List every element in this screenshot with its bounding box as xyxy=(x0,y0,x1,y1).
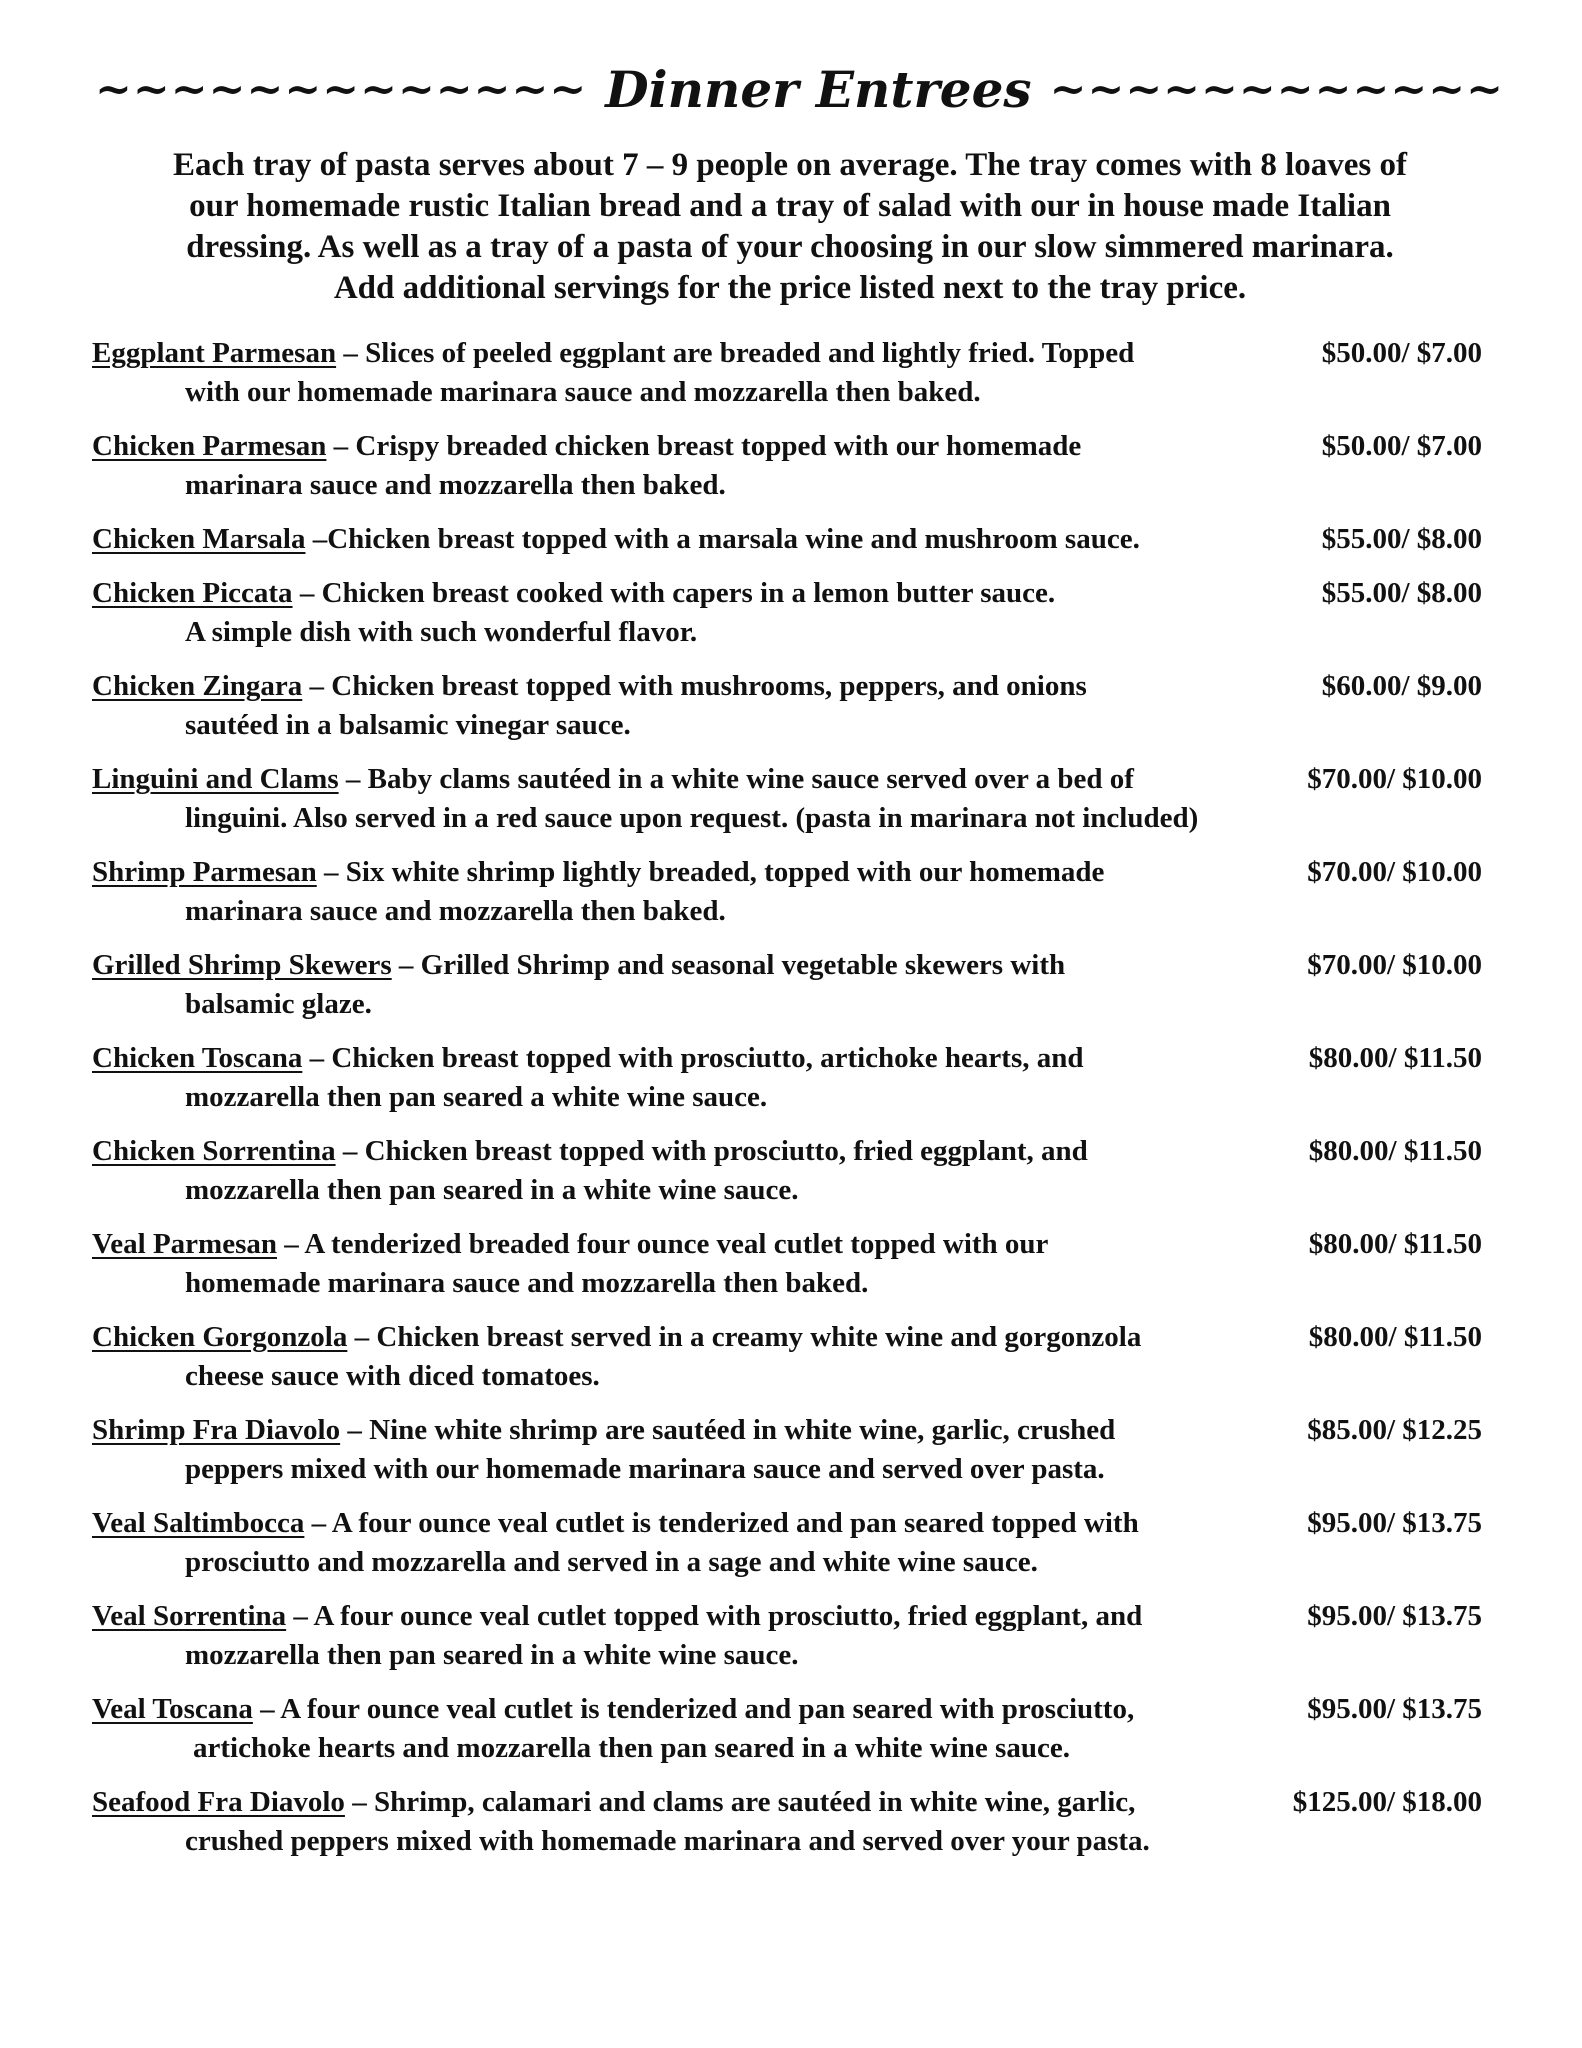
menu-item-price: $70.00/ $10.00 xyxy=(1307,763,1482,795)
menu-item-price: $80.00/ $11.50 xyxy=(1308,1321,1482,1353)
menu-item-description: – Chicken breast topped with prosciutto, artichoke hearts, and xyxy=(302,1042,1084,1074)
menu-item-name: Chicken Marsala xyxy=(92,523,306,555)
menu-item-name: Chicken Sorrentina xyxy=(92,1135,336,1167)
menu-item-name: Veal Toscana xyxy=(92,1693,253,1725)
menu-item-description-continued: A simple dish with such wonderful flavor. xyxy=(185,616,698,648)
intro-line: Each tray of pasta serves about 7 – 9 people on average. The tray comes with 8 loaves of xyxy=(172,147,1408,183)
menu-item-description-continued: balsamic glaze. xyxy=(185,988,372,1020)
menu-item-name: Chicken Piccata xyxy=(92,577,293,609)
menu-item xyxy=(92,1039,1492,1117)
menu-item-description: – Six white shrimp lightly breaded, topped with our homemade xyxy=(316,856,1105,888)
menu-item-name: Linguini and Clams xyxy=(92,763,339,795)
menu-item-description: – A tenderized breaded four ounce veal cutlet topped with our xyxy=(277,1228,1049,1260)
menu-item xyxy=(92,667,1492,745)
menu-item xyxy=(92,1597,1492,1675)
menu-item xyxy=(92,760,1492,838)
menu-item-name: Veal Saltimbocca xyxy=(92,1507,305,1539)
menu-item xyxy=(92,1132,1492,1210)
menu-item-description-continued: peppers mixed with our homemade marinara sauce and served over pasta. xyxy=(185,1453,1105,1485)
menu-item-price: $85.00/ $12.25 xyxy=(1307,1414,1482,1446)
menu-item-price: $55.00/ $8.00 xyxy=(1321,523,1482,555)
menu-item-description-continued: mozzarella then pan seared in a white wine sauce. xyxy=(185,1174,799,1206)
menu-item xyxy=(92,1504,1492,1582)
menu-item-first-line xyxy=(92,1039,1492,1078)
menu-item-description: – Grilled Shrimp and seasonal vegetable skewers with xyxy=(391,949,1066,981)
menu-item-description: – A four ounce veal cutlet is tenderized and pan seared with prosciutto, xyxy=(252,1693,1135,1725)
menu-item-price: $80.00/ $11.50 xyxy=(1308,1228,1482,1260)
intro-line: our homemade rustic Italian bread and a tray of salad with our in house made Italian xyxy=(189,188,1391,224)
menu-item-description-continued: linguini. Also served in a red sauce upon request. (pasta in marinara not included) xyxy=(185,802,1199,834)
menu-item-description: – Slices of peeled eggplant are breaded and lightly fried. Topped xyxy=(336,337,1135,369)
menu-item xyxy=(92,520,1492,559)
menu-item-price: $70.00/ $10.00 xyxy=(1307,949,1482,981)
menu-item-first-line xyxy=(92,1690,1492,1729)
menu-item-first-line xyxy=(92,1318,1492,1357)
menu-item xyxy=(92,1318,1492,1396)
menu-item-description-continued: marinara sauce and mozzarella then baked. xyxy=(185,895,726,927)
menu-item-description-continued: mozzarella then pan seared a white wine sauce. xyxy=(185,1081,768,1113)
menu-item-first-line xyxy=(92,760,1492,799)
intro-paragraph xyxy=(90,145,1490,309)
menu-item-name: Chicken Gorgonzola xyxy=(92,1321,348,1353)
menu-item-description: – Baby clams sautéed in a white wine sauce served over a bed of xyxy=(338,763,1134,795)
menu-item-first-line xyxy=(92,427,1492,466)
menu-item-price: $80.00/ $11.50 xyxy=(1308,1135,1482,1167)
intro-line: dressing. As well as a tray of a pasta of your choosing in our slow simmered marinara. xyxy=(186,229,1394,265)
page-header xyxy=(95,60,1504,119)
menu-item xyxy=(92,1411,1492,1489)
menu-item xyxy=(92,574,1492,652)
menu-item-name: Chicken Zingara xyxy=(92,670,303,702)
menu-item-description: – A four ounce veal cutlet is tenderized and pan seared topped with xyxy=(304,1507,1139,1539)
menu-item xyxy=(92,334,1492,412)
menu-item-description-continued: with our homemade marinara sauce and mozzarella then baked. xyxy=(185,376,981,408)
menu-item xyxy=(92,1690,1492,1768)
menu-item-description-continued: prosciutto and mozzarella and served in a sage and white wine sauce. xyxy=(185,1546,1038,1578)
intro-line: Add additional servings for the price listed next to the tray price. xyxy=(333,270,1247,306)
menu-item-price: $70.00/ $10.00 xyxy=(1307,856,1482,888)
menu-item xyxy=(92,1783,1492,1861)
menu-item-first-line xyxy=(92,1597,1492,1636)
menu-item-name: Grilled Shrimp Skewers xyxy=(92,949,392,981)
menu-item-name: Shrimp Parmesan xyxy=(92,856,317,888)
menu-item-description: – Chicken breast served in a creamy white wine and gorgonzola xyxy=(347,1321,1142,1353)
menu-item-description-continued: mozzarella then pan seared in a white wine sauce. xyxy=(185,1639,799,1671)
menu-item-price: $50.00/ $7.00 xyxy=(1321,430,1482,462)
menu-item-description: – Chicken breast topped with prosciutto, fried eggplant, and xyxy=(335,1135,1088,1167)
menu-item-description: – Chicken breast topped with mushrooms, peppers, and onions xyxy=(302,670,1087,702)
menu-item-description-continued: cheese sauce with diced tomatoes. xyxy=(185,1360,600,1392)
menu-item xyxy=(92,853,1492,931)
menu-item-first-line xyxy=(92,1783,1492,1822)
menu-item-name: Chicken Parmesan xyxy=(92,430,327,462)
menu-item-price: $60.00/ $9.00 xyxy=(1321,670,1482,702)
menu-item-first-line xyxy=(92,1504,1492,1543)
menu-item-name: Veal Sorrentina xyxy=(92,1600,287,1632)
menu-item-first-line xyxy=(92,574,1492,613)
menu-item-first-line xyxy=(92,1225,1492,1264)
menu-item-description: – Crispy breaded chicken breast topped with our homemade xyxy=(326,430,1082,462)
menu-item-price: $80.00/ $11.50 xyxy=(1308,1042,1482,1074)
menu-item-description-continued: artichoke hearts and mozzarella then pan seared in a white wine sauce. xyxy=(193,1732,1070,1764)
menu-item-price: $95.00/ $13.75 xyxy=(1307,1507,1482,1539)
menu-item-first-line xyxy=(92,1132,1492,1171)
menu-item-price: $95.00/ $13.75 xyxy=(1307,1600,1482,1632)
menu-item-first-line xyxy=(92,667,1492,706)
menu-item xyxy=(92,427,1492,505)
menu-item-price: $50.00/ $7.00 xyxy=(1321,337,1482,369)
menu-item-first-line xyxy=(92,853,1492,892)
page-title: Dinner Entrees xyxy=(605,60,1032,119)
menu-item-description-continued: crushed peppers mixed with homemade marinara and served over your pasta. xyxy=(185,1825,1150,1857)
menu-item-price: $125.00/ $18.00 xyxy=(1292,1786,1482,1818)
menu-item-price: $55.00/ $8.00 xyxy=(1321,577,1482,609)
menu-item-description: – Shrimp, calamari and clams are sautéed in white wine, garlic, xyxy=(344,1786,1136,1818)
menu-item-description: – A four ounce veal cutlet topped with prosciutto, fried eggplant, and xyxy=(286,1600,1143,1632)
menu-item-description-continued: sautéed in a balsamic vinegar sauce. xyxy=(185,709,631,741)
menu-item-first-line xyxy=(92,520,1492,559)
menu-item-name: Veal Parmesan xyxy=(92,1228,277,1260)
menu-item-name: Chicken Toscana xyxy=(92,1042,303,1074)
menu-item-first-line xyxy=(92,334,1492,373)
entree-list xyxy=(92,334,1492,1876)
tilde-decoration-left: ~~~~~~~~~~~~~ xyxy=(95,64,588,115)
menu-item-name: Eggplant Parmesan xyxy=(92,337,337,369)
menu-item-description-continued: homemade marinara sauce and mozzarella then baked. xyxy=(185,1267,869,1299)
menu-item xyxy=(92,946,1492,1024)
menu-item-name: Shrimp Fra Diavolo xyxy=(92,1414,341,1446)
tilde-decoration-right: ~~~~~~~~~~~~ xyxy=(1049,64,1504,115)
menu-item-name: Seafood Fra Diavolo xyxy=(92,1786,345,1818)
menu-item xyxy=(92,1225,1492,1303)
menu-item-description: – Nine white shrimp are sautéed in white wine, garlic, crushed xyxy=(340,1414,1116,1446)
menu-item-description-continued: marinara sauce and mozzarella then baked. xyxy=(185,469,726,501)
menu-item-description: –Chicken breast topped with a marsala wine and mushroom sauce. xyxy=(305,523,1140,555)
menu-item-first-line xyxy=(92,946,1492,985)
menu-item-description: – Chicken breast cooked with capers in a lemon butter sauce. xyxy=(292,577,1056,609)
menu-item-first-line xyxy=(92,1411,1492,1450)
menu-item-price: $95.00/ $13.75 xyxy=(1307,1693,1482,1725)
